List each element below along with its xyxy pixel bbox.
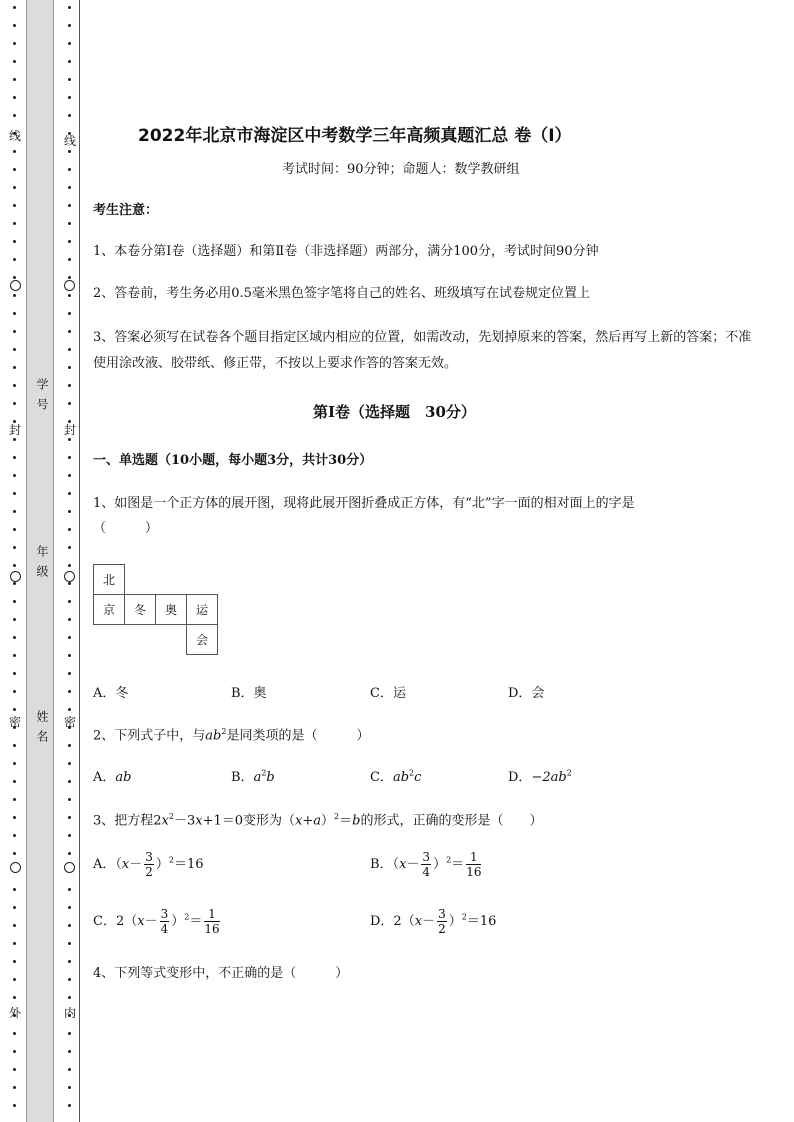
margin-dot [13, 618, 16, 621]
option-label: B． [231, 770, 254, 785]
margin-dot [13, 276, 16, 279]
margin-dot [13, 438, 16, 441]
margin-dot [68, 60, 71, 63]
margin-dot [68, 492, 71, 495]
option-label: C． [370, 770, 393, 785]
margin-dot [13, 708, 16, 711]
margin-dot [68, 222, 71, 225]
margin-dot [13, 582, 16, 585]
outer-circle [10, 862, 21, 873]
option-expr: a [253, 770, 262, 785]
margin-dot [13, 654, 16, 657]
fraction [437, 907, 447, 936]
outer-circle [10, 280, 21, 291]
margin-dot [68, 1068, 71, 1071]
margin-dot [13, 690, 16, 693]
option-sup: 2 [261, 768, 267, 778]
margin-dot [13, 1068, 16, 1071]
margin-dot [13, 510, 16, 513]
numerator: 3 [438, 907, 446, 921]
margin-dot [68, 204, 71, 207]
margin-dot [13, 60, 16, 63]
margin-dot [13, 744, 16, 747]
q3-text: －3 [173, 813, 196, 829]
margin-dot [13, 636, 16, 639]
q2-stem-sup: 2 [221, 727, 227, 736]
margin-dot [13, 150, 16, 153]
margin-dot [68, 852, 71, 855]
margin-dot [68, 1050, 71, 1053]
notice-item: 1、本卷分第I卷（选择题）和第Ⅱ卷（非选择题）两部分，满分100分，考试时间90分钟 [93, 244, 599, 259]
margin-dot [68, 780, 71, 783]
q2-option-a[interactable] [93, 766, 131, 785]
option-sup: 2 [446, 855, 452, 865]
outer-dotted-line [13, 6, 19, 1116]
q3-var: x [195, 813, 203, 829]
margin-dot [68, 672, 71, 675]
margin-dot [68, 474, 71, 477]
margin-dot [13, 1050, 16, 1053]
margin-dot [13, 1086, 16, 1089]
field-grade: 年级 [35, 545, 49, 585]
option-var: x [414, 914, 423, 929]
exam-title: 2022年北京市海淀区中考数学三年高频真题汇总 卷（Ⅰ） [138, 126, 572, 146]
option-label: A． [93, 770, 116, 785]
question-3-stem [93, 806, 543, 832]
denominator: 2 [145, 865, 153, 879]
option-minus: － [422, 914, 436, 929]
margin-dot [13, 546, 16, 549]
option-var: x [137, 914, 145, 929]
margin-dot [68, 186, 71, 189]
margin-dot [68, 294, 71, 297]
option-label: B．（ [370, 857, 400, 872]
option-var: x [399, 857, 407, 872]
q1-option-c[interactable]: C．运 [370, 686, 406, 701]
margin-dot [13, 474, 16, 477]
option-minus: － [144, 914, 158, 929]
numerator: 3 [160, 907, 169, 921]
question-1-blank: （ ） [93, 521, 159, 536]
q2-stem-pre: 2、下列式子中，与 [93, 728, 206, 744]
option-close: ） [171, 914, 185, 929]
outer-label-xian: 线 [8, 129, 21, 143]
q2-option-b[interactable] [231, 766, 275, 785]
margin-dot [68, 150, 71, 153]
q3-var: b [352, 813, 361, 829]
outer-label-feng: 封 [8, 423, 21, 437]
notice-item: 3、答案必须写在试卷各个题目指定区域内相应的位置，如需改动，先划掉原来的答案，然后再写上新的答案；不准使用涂改液、胶带纸、修正带，不按以上要求作答的答案无效。 [93, 330, 752, 371]
option-expr: ab [392, 770, 410, 785]
fraction [466, 850, 481, 879]
option-minus: － [406, 857, 420, 872]
margin-dot [13, 96, 16, 99]
margin-dot [13, 528, 16, 531]
inner-circle [64, 571, 75, 582]
q2-option-c[interactable] [370, 766, 421, 785]
q1-option-b[interactable]: B．奥 [231, 686, 267, 701]
margin-dot [13, 222, 16, 225]
margin-dot [13, 78, 16, 81]
q3-option-c[interactable] [93, 907, 222, 936]
margin-dot [68, 384, 71, 387]
option-label: D．2（ [370, 914, 415, 929]
margin-dot [13, 906, 16, 909]
part-heading: 一、单选题（10小题，每小题3分，共计30分） [93, 453, 373, 468]
margin-dot [13, 204, 16, 207]
margin-dot [68, 1086, 71, 1089]
numerator: 1 [204, 907, 219, 922]
q3-option-b[interactable] [370, 850, 483, 879]
denominator: 16 [204, 922, 220, 936]
margin-dot [13, 168, 16, 171]
option-sup: 2 [461, 912, 467, 922]
fraction [204, 907, 219, 936]
margin-dot [68, 636, 71, 639]
option-sup: 2 [184, 912, 190, 922]
notice-heading: 考生注意： [93, 203, 159, 218]
margin-dot [13, 798, 16, 801]
margin-dot [68, 834, 71, 837]
margin-dot [13, 834, 16, 837]
margin-dot [68, 816, 71, 819]
margin-dot [13, 978, 16, 981]
margin-dot [68, 546, 71, 549]
option-rhs: ＝16 [466, 914, 497, 929]
margin-dot [68, 978, 71, 981]
fraction [160, 907, 170, 936]
margin-dot [68, 402, 71, 405]
numerator: 3 [422, 850, 431, 864]
denominator: 2 [438, 922, 446, 936]
margin-dot [13, 186, 16, 189]
option-label: C．2（ [93, 914, 138, 929]
margin-dot [13, 1104, 16, 1107]
q3-sup: 2 [334, 812, 340, 821]
margin-dot [13, 672, 16, 675]
margin-dot [68, 906, 71, 909]
question-4-stem: 4、下列等式变形中，不正确的是（ ） [93, 966, 349, 981]
margin-dot [68, 330, 71, 333]
margin-dot [13, 330, 16, 333]
option-sup: 2 [409, 768, 415, 778]
option-close: ） [433, 857, 447, 872]
margin-dot [13, 600, 16, 603]
margin-dot [13, 492, 16, 495]
margin-dot [68, 654, 71, 657]
margin-dot [13, 402, 16, 405]
numerator: 1 [466, 850, 481, 865]
margin-dot [68, 1032, 71, 1035]
margin-dot [13, 960, 16, 963]
outer-label-mi: 密 [8, 715, 21, 729]
margin-dot [13, 24, 16, 27]
margin-dot [13, 888, 16, 891]
inner-label-xian: 线 [63, 134, 76, 148]
q3-expr: x+a [295, 813, 322, 829]
margin-dot [68, 762, 71, 765]
outer-circle [10, 571, 21, 582]
net-cell: 冬 [125, 595, 156, 625]
margin-dot [68, 438, 71, 441]
option-expr: ab [115, 770, 132, 785]
margin-dot [68, 24, 71, 27]
numerator: 3 [145, 850, 153, 864]
option-expr: −2ab [531, 770, 567, 785]
q3-text: 3、把方程2 [93, 813, 162, 829]
option-minus: － [129, 857, 143, 872]
inner-circle [64, 862, 75, 873]
outer-label-wai: 外 [8, 1006, 21, 1020]
cube-net [93, 564, 218, 655]
margin-dot [13, 114, 16, 117]
section-title: 第I卷（选择题 30分） [313, 403, 476, 421]
margin-dot [13, 348, 16, 351]
question-2-stem [93, 721, 369, 747]
margin-dot [13, 384, 16, 387]
q3-text: ） [321, 813, 335, 829]
option-close: ） [155, 857, 169, 872]
margin-dot [68, 258, 71, 261]
field-student-number: 学号 [35, 378, 49, 418]
inner-circle [64, 280, 75, 291]
margin-dot [13, 42, 16, 45]
margin-dot [13, 564, 16, 567]
margin-dot [68, 168, 71, 171]
margin-dot [68, 1104, 71, 1107]
margin-dot [68, 888, 71, 891]
net-cell: 运 [187, 595, 218, 625]
option-expr: c [414, 770, 422, 785]
q3-text: ＝ [339, 813, 353, 829]
margin-dot [13, 312, 16, 315]
margin-dot [68, 528, 71, 531]
net-cell: 北 [94, 565, 125, 595]
margin-dot [13, 366, 16, 369]
margin-dot [68, 312, 71, 315]
margin-dot [68, 618, 71, 621]
option-eq: ＝ [451, 857, 465, 872]
margin-dot [68, 744, 71, 747]
denominator: 4 [422, 865, 431, 879]
q3-var: x [161, 813, 169, 829]
margin-dot [68, 366, 71, 369]
q3-option-a[interactable] [93, 850, 204, 879]
net-cell: 会 [187, 625, 218, 655]
margin-dot [68, 510, 71, 513]
margin-dot [13, 780, 16, 783]
inner-label-nei: 内 [63, 1006, 76, 1020]
option-rhs: ＝16 [174, 857, 204, 872]
margin-dot [68, 276, 71, 279]
margin-dot [13, 942, 16, 945]
margin-dot [68, 996, 71, 999]
inner-dotted-line [68, 6, 74, 1116]
margin-dot [68, 240, 71, 243]
margin-dot [68, 708, 71, 711]
margin-dot [13, 996, 16, 999]
notice-item: 2、答卷前，考生务必用0.5毫米黑色签字笔将自己的姓名、班级填写在试卷规定位置上 [93, 286, 590, 301]
option-label: D． [508, 770, 532, 785]
margin-dot [13, 852, 16, 855]
margin-dot [13, 762, 16, 765]
q2-stem-expr: ab [205, 728, 222, 744]
option-label: A．（ [93, 857, 122, 872]
question-1-stem: 1、如图是一个正方体的展开图，现将此展开图折叠成正方体，有“北”字一面的相对面上的字是 [93, 496, 635, 511]
margin-dot [68, 6, 71, 9]
margin-dot [68, 564, 71, 567]
q3-option-d[interactable] [370, 907, 496, 936]
net-cell: 奥 [156, 595, 187, 625]
margin-dot [68, 42, 71, 45]
margin-dot [68, 690, 71, 693]
margin-dot [68, 600, 71, 603]
option-close: ） [448, 914, 462, 929]
margin-dot [13, 456, 16, 459]
q1-option-a[interactable]: A．冬 [93, 686, 129, 701]
inner-label-feng: 封 [63, 423, 76, 437]
margin-dot [13, 6, 16, 9]
margin-dot [13, 924, 16, 927]
q2-option-d[interactable] [508, 766, 572, 785]
margin-dot [13, 816, 16, 819]
margin-dot [13, 1032, 16, 1035]
denominator: 4 [160, 922, 169, 936]
field-name: 姓名 [35, 710, 49, 750]
option-expr: b [266, 770, 275, 785]
q3-sup: 2 [168, 812, 174, 821]
margin-dot [68, 924, 71, 927]
margin-dot [13, 258, 16, 261]
margin-dot [68, 96, 71, 99]
margin-dot [68, 942, 71, 945]
margin-dot [68, 798, 71, 801]
margin-border-line [79, 0, 80, 1122]
margin-dot [68, 960, 71, 963]
margin-dot [13, 240, 16, 243]
q2-stem-post: 是同类项的是（ ） [226, 728, 370, 744]
net-cell: 京 [94, 595, 125, 625]
margin-dot [13, 294, 16, 297]
margin-dot [68, 78, 71, 81]
option-eq: ＝ [189, 914, 203, 929]
inner-label-mi: 密 [63, 715, 76, 729]
option-sup: 2 [566, 768, 572, 778]
margin-dot [68, 348, 71, 351]
exam-subtitle: 考试时间：90分钟；命题人：数学教研组 [282, 162, 520, 177]
q3-text: +1＝0变形为（ [202, 813, 296, 829]
option-sup: 2 [168, 855, 174, 865]
fraction [421, 850, 431, 879]
margin-dot [68, 456, 71, 459]
q1-option-d[interactable]: D．会 [508, 686, 545, 701]
q3-text: 的形式，正确的变形是（ ） [360, 813, 543, 829]
margin-dot [68, 582, 71, 585]
option-var: x [121, 857, 130, 872]
margin-dot [68, 114, 71, 117]
denominator: 16 [466, 865, 482, 879]
fraction [144, 850, 154, 879]
